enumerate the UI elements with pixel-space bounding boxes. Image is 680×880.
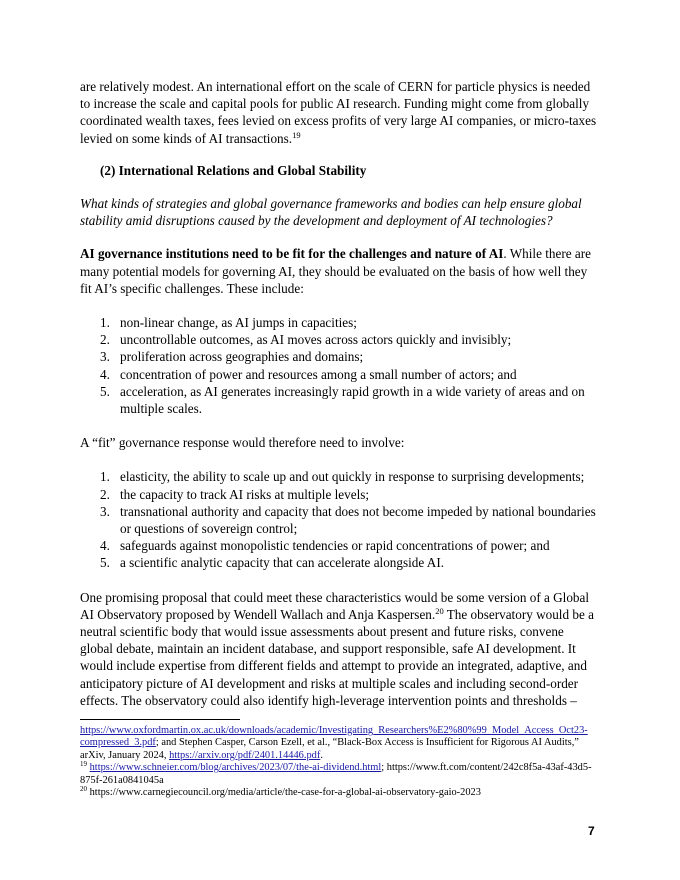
paragraph-fit-bold: AI governance institutions need to be fit for the challenges and nature of AI: [80, 246, 504, 262]
list-item: 5. acceleration, as AI generates increasingly rapid growth in a wide variety of areas and on multiple scales.: [100, 383, 585, 417]
list-item: 3. proliferation across geographies and domains;: [100, 349, 364, 365]
list-item: 5. a scientific analytic capacity that can accelerate alongside AI.: [100, 555, 445, 571]
footnote-link[interactable]: https://www.schneier.com/blog/archives/2023/07/the-ai-dividend.html: [89, 762, 382, 774]
list-item: 3. transnational authority and capacity that does not become impeded by national boundaries or questions of sovereign control;: [100, 503, 596, 537]
footnote-19: $^{19}$ https://www.schneier.com/blog/archives/2023/07/the-ai-dividend.html; https://www.ft.com/content/242c8f5a-43af-43d5-875f-261a0841045a: [80, 760, 592, 786]
paragraph-intro-text: are relatively modest. An international effort on the scale of CERN for particle physics is needed to increase the scale and capital pools for public AI research. Funding might come from globally coordinated wealth taxes, fees levied on excess profits of very large AI companies, or micro-taxes levied on some kinds of AI transactions.: [80, 79, 597, 146]
footnote-ref-19[interactable]: 19: [292, 129, 301, 140]
guiding-question: What kinds of strategies and global governance frameworks and bodies can help ensure global stability amid disruptions caused by the development and deployment of AI technologies?: [80, 196, 582, 229]
page-number: 7: [588, 824, 595, 838]
footnote-divider: [80, 719, 240, 720]
challenges-list: [80, 314, 600, 417]
response-list: [80, 468, 600, 571]
paragraph-fit: [80, 245, 600, 297]
list-item: 4. safeguards against monopolistic tendencies or rapid concentrations of power; and: [100, 538, 550, 554]
footnote-ref-20[interactable]: 20: [435, 605, 444, 616]
list-item: 2. uncontrollable outcomes, as AI moves across actors quickly and invisibly;: [100, 332, 512, 348]
page-body: [80, 78, 600, 709]
footnote-20: $^{20}$ https://www.carnegiecouncil.org/media/article/the-case-for-a-global-ai-observatory-gaio-2023: [80, 785, 481, 799]
paragraph-observatory: One promising proposal that could meet these characteristics would be some version of a Global AI Observatory proposed by Wendell Wallach and Anja Kaspersen.$^{20}$ The observatory would be a neutral scientific body that would issue assessments about present and future risks, convene global debate, maintain an incident database, and support responsible, safe AI development. It would include expertise from different fields and attempt to provide an integrated, adaptive, and anticipatory picture of AI development and risks at multiple scales and including second-order effects. The observatory could also identify high-leverage intervention points and thresholds –: [80, 589, 594, 708]
paragraph-fit-rest: . While there are many potential models for governing AI, they should be evaluated on the basis of how well they fit AI’s specific challenges. These include:: [80, 246, 591, 296]
list-item: 2. the capacity to track AI risks at multiple levels;: [100, 486, 370, 502]
list-item: 4. concentration of power and resources among a small number of actors; and: [100, 366, 517, 382]
paragraph-intro: [80, 78, 600, 147]
list-item: 1. elasticity, the ability to scale up and out quickly in response to surprising developments;: [100, 469, 585, 485]
footnote-continued: https://www.oxfordmartin.ox.ac.uk/downloads/academic/Investigating_Researchers%E2%80%99_Model_Access_Oct23-compressed_3.pdf; and Stephen Casper, Carson Ezell, et al., “Black-Box Access is Insufficient for Rigorous AI Audits,” arXiv, January 2024, https://arxiv.org/pdf/2401.14446.pdf.: [80, 725, 588, 761]
section-heading: (2) International Relations and Global Stability: [100, 162, 367, 178]
paragraph-response: A “fit” governance response would therefore need to involve:: [80, 435, 405, 451]
footnotes: [80, 725, 600, 799]
footnote-link[interactable]: https://www.oxfordmartin.ox.ac.uk/downloads/academic/Investigating_Researchers%E2%80%99_Model_Access_Oct23-compressed_3.pdf: [80, 725, 588, 749]
list-item: 1. non-linear change, as AI jumps in capacities;: [100, 315, 357, 331]
footnote-link[interactable]: https://arxiv.org/pdf/2401.14446.pdf: [169, 749, 321, 761]
